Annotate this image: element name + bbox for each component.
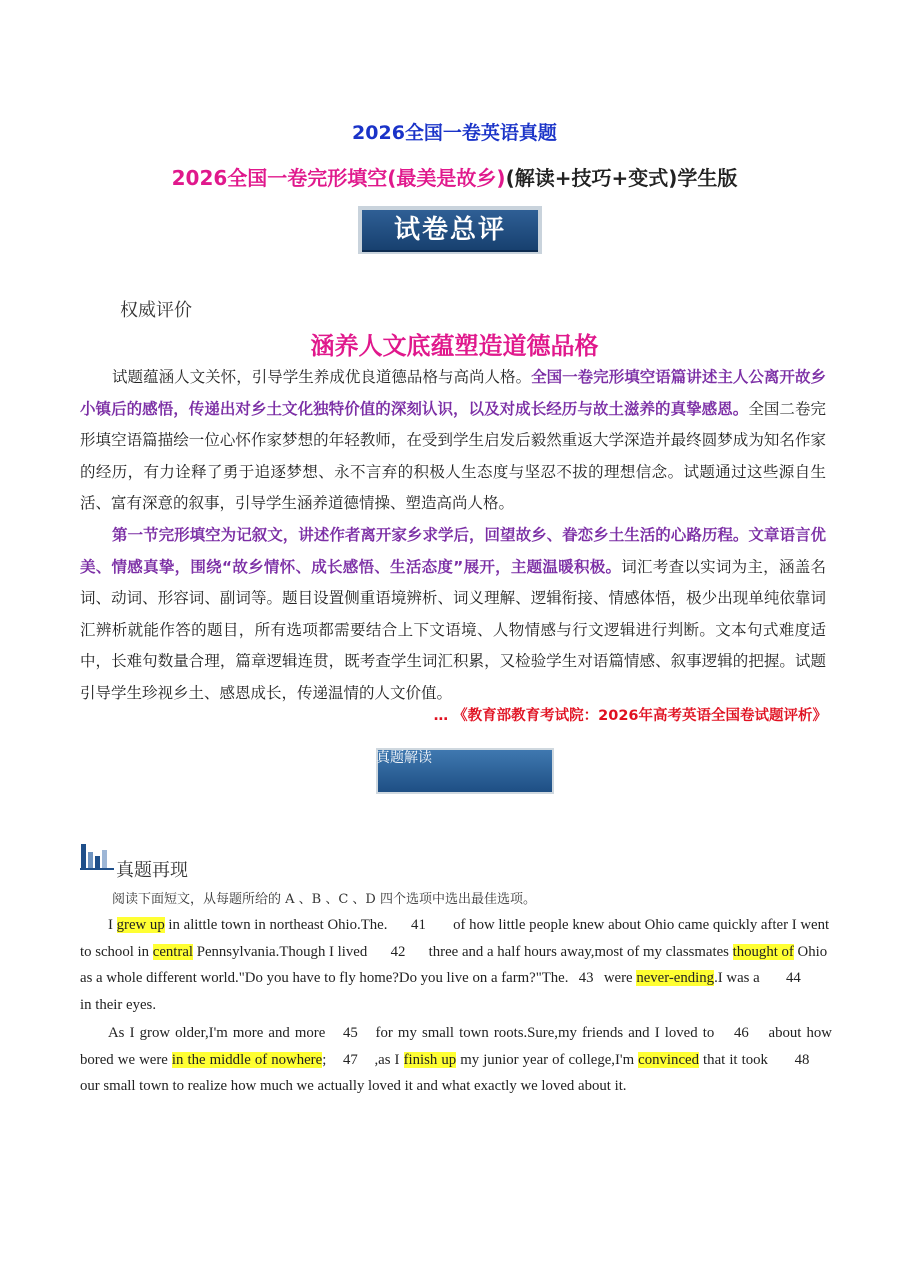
interpret-banner-label: 真题解读 [376, 750, 432, 766]
authority-title: 涵养人文底蕴塑造道德品格 [310, 332, 599, 360]
passage-paragraph-1: I grew up in alittle town in northeast Ohio.The. 41 of how little people knew about Ohio came quickly after I went to school in central Pennsylvania.Though I lived 42 three and a half hours away,most of my classmates thought of Ohio as a whole different world."Do you have to fly home?Do you live on a farm?"The. 43 were never-ending.I was a 44 in their eyes. [80, 912, 832, 1018]
review-banner-label: 试卷总评 [362, 210, 538, 252]
document-title: 2026全国一卷英语真题 [352, 122, 557, 144]
blank-42: 42 [390, 943, 406, 960]
p2-body: 词汇考查以实词为主，涵盖名词、动词、形容词、副词等。题目设置侧重语境辨析、词义理解、逻辑衔接、情感体悟，极少出现单纯依靠词汇辨析就能作答的题目，所有选项都需要结合上下文语境、人物情感与行文逻辑进行判断。文本句式难度适中，长难句数量合理，篇章逻辑连贯，既考查学生词汇积累，又检验学生对语篇情感、叙事逻辑的把握。试题引导学生珍视乡土、感恩成长，传递温情的人文价值。 [80, 557, 826, 702]
section-instruction: 阅读下面短文，从每题所给的 A 、B 、C 、D 四个选项中选出最佳选项。 [112, 892, 536, 907]
authority-paragraph-2 [80, 520, 826, 709]
highlighted-phrase: grew up [116, 917, 165, 933]
blank-44: 44 [785, 970, 801, 986]
highlighted-phrase: central [152, 943, 194, 960]
highlighted-phrase: thought of [732, 943, 794, 960]
document-subtitle [0, 162, 909, 191]
review-banner [358, 206, 542, 254]
source-citation: … 《教育部教育考试院：2026年高考英语全国卷试题评析》 [433, 708, 827, 724]
subtitle-edition: (解读+技巧+变式)学生版 [505, 166, 738, 190]
authority-paragraph-1 [80, 362, 826, 520]
highlighted-phrase: convinced [638, 1051, 699, 1068]
p1-body: 全国二卷完形填空语篇描绘一位心怀作家梦想的年轻教师，在受到学生启发后毅然重返大学深造并最终圆梦成为知名作家的经历，有力诠释了勇于追逐梦想、永不言弃的积极人生态度与坚忍不拔的理想信念。试题通过这些源自生活、富有深意的叙事，引导学生涵养道德情操、塑造高尚人格。 [80, 399, 826, 512]
p1-highlight: 全国一卷完形填空语篇讲述主人公离开故乡小镇后的感悟，传递出对乡土文化独特价值的深刻认识，以及对成长经历与故土滋养的真挚感恩。 [80, 368, 826, 418]
subtitle-topic: 2026全国一卷完形填空(最美是故乡) [171, 166, 506, 190]
p1-intro: 试题蕴涵人文关怀，引导学生养成优良道德品格与高尚人格。 [112, 368, 532, 386]
bar-chart-icon [80, 840, 114, 870]
highlighted-phrase: finish up [403, 1051, 457, 1068]
highlighted-phrase: never-ending [636, 970, 715, 986]
blank-45: 45 [343, 1025, 358, 1041]
blank-43: 43 [578, 970, 594, 986]
blank-46: 46 [733, 1025, 749, 1041]
authority-heading: 权威评价 [120, 300, 192, 321]
blank-47: 47 [342, 1051, 358, 1068]
blank-41: 41 [411, 917, 426, 933]
interpret-banner [376, 748, 554, 794]
p2-highlight: 第一节完形填空为记叙文，讲述作者离开家乡求学后，回望故乡、眷恋乡土生活的心路历程。文章语言优美、情感真挚，围绕“故乡情怀、成长感悟、生活态度”展开，主题温暖积极。 [80, 526, 826, 576]
section-heading: 真题再现 [116, 860, 188, 881]
highlighted-phrase: in the middle of nowhere [171, 1051, 323, 1068]
passage-paragraph-2: As I grow older,I'm more and more 45 for my small town roots.Sure,my friends and I loved to 46 about how bored we were in the middle of nowhere; 47 ,as I finish up my junior year of college,I'm convinced that it took 48 our small town to realize how much we actually loved it and what exactly we loved about it. [80, 1020, 832, 1100]
blank-48: 48 [794, 1051, 810, 1068]
